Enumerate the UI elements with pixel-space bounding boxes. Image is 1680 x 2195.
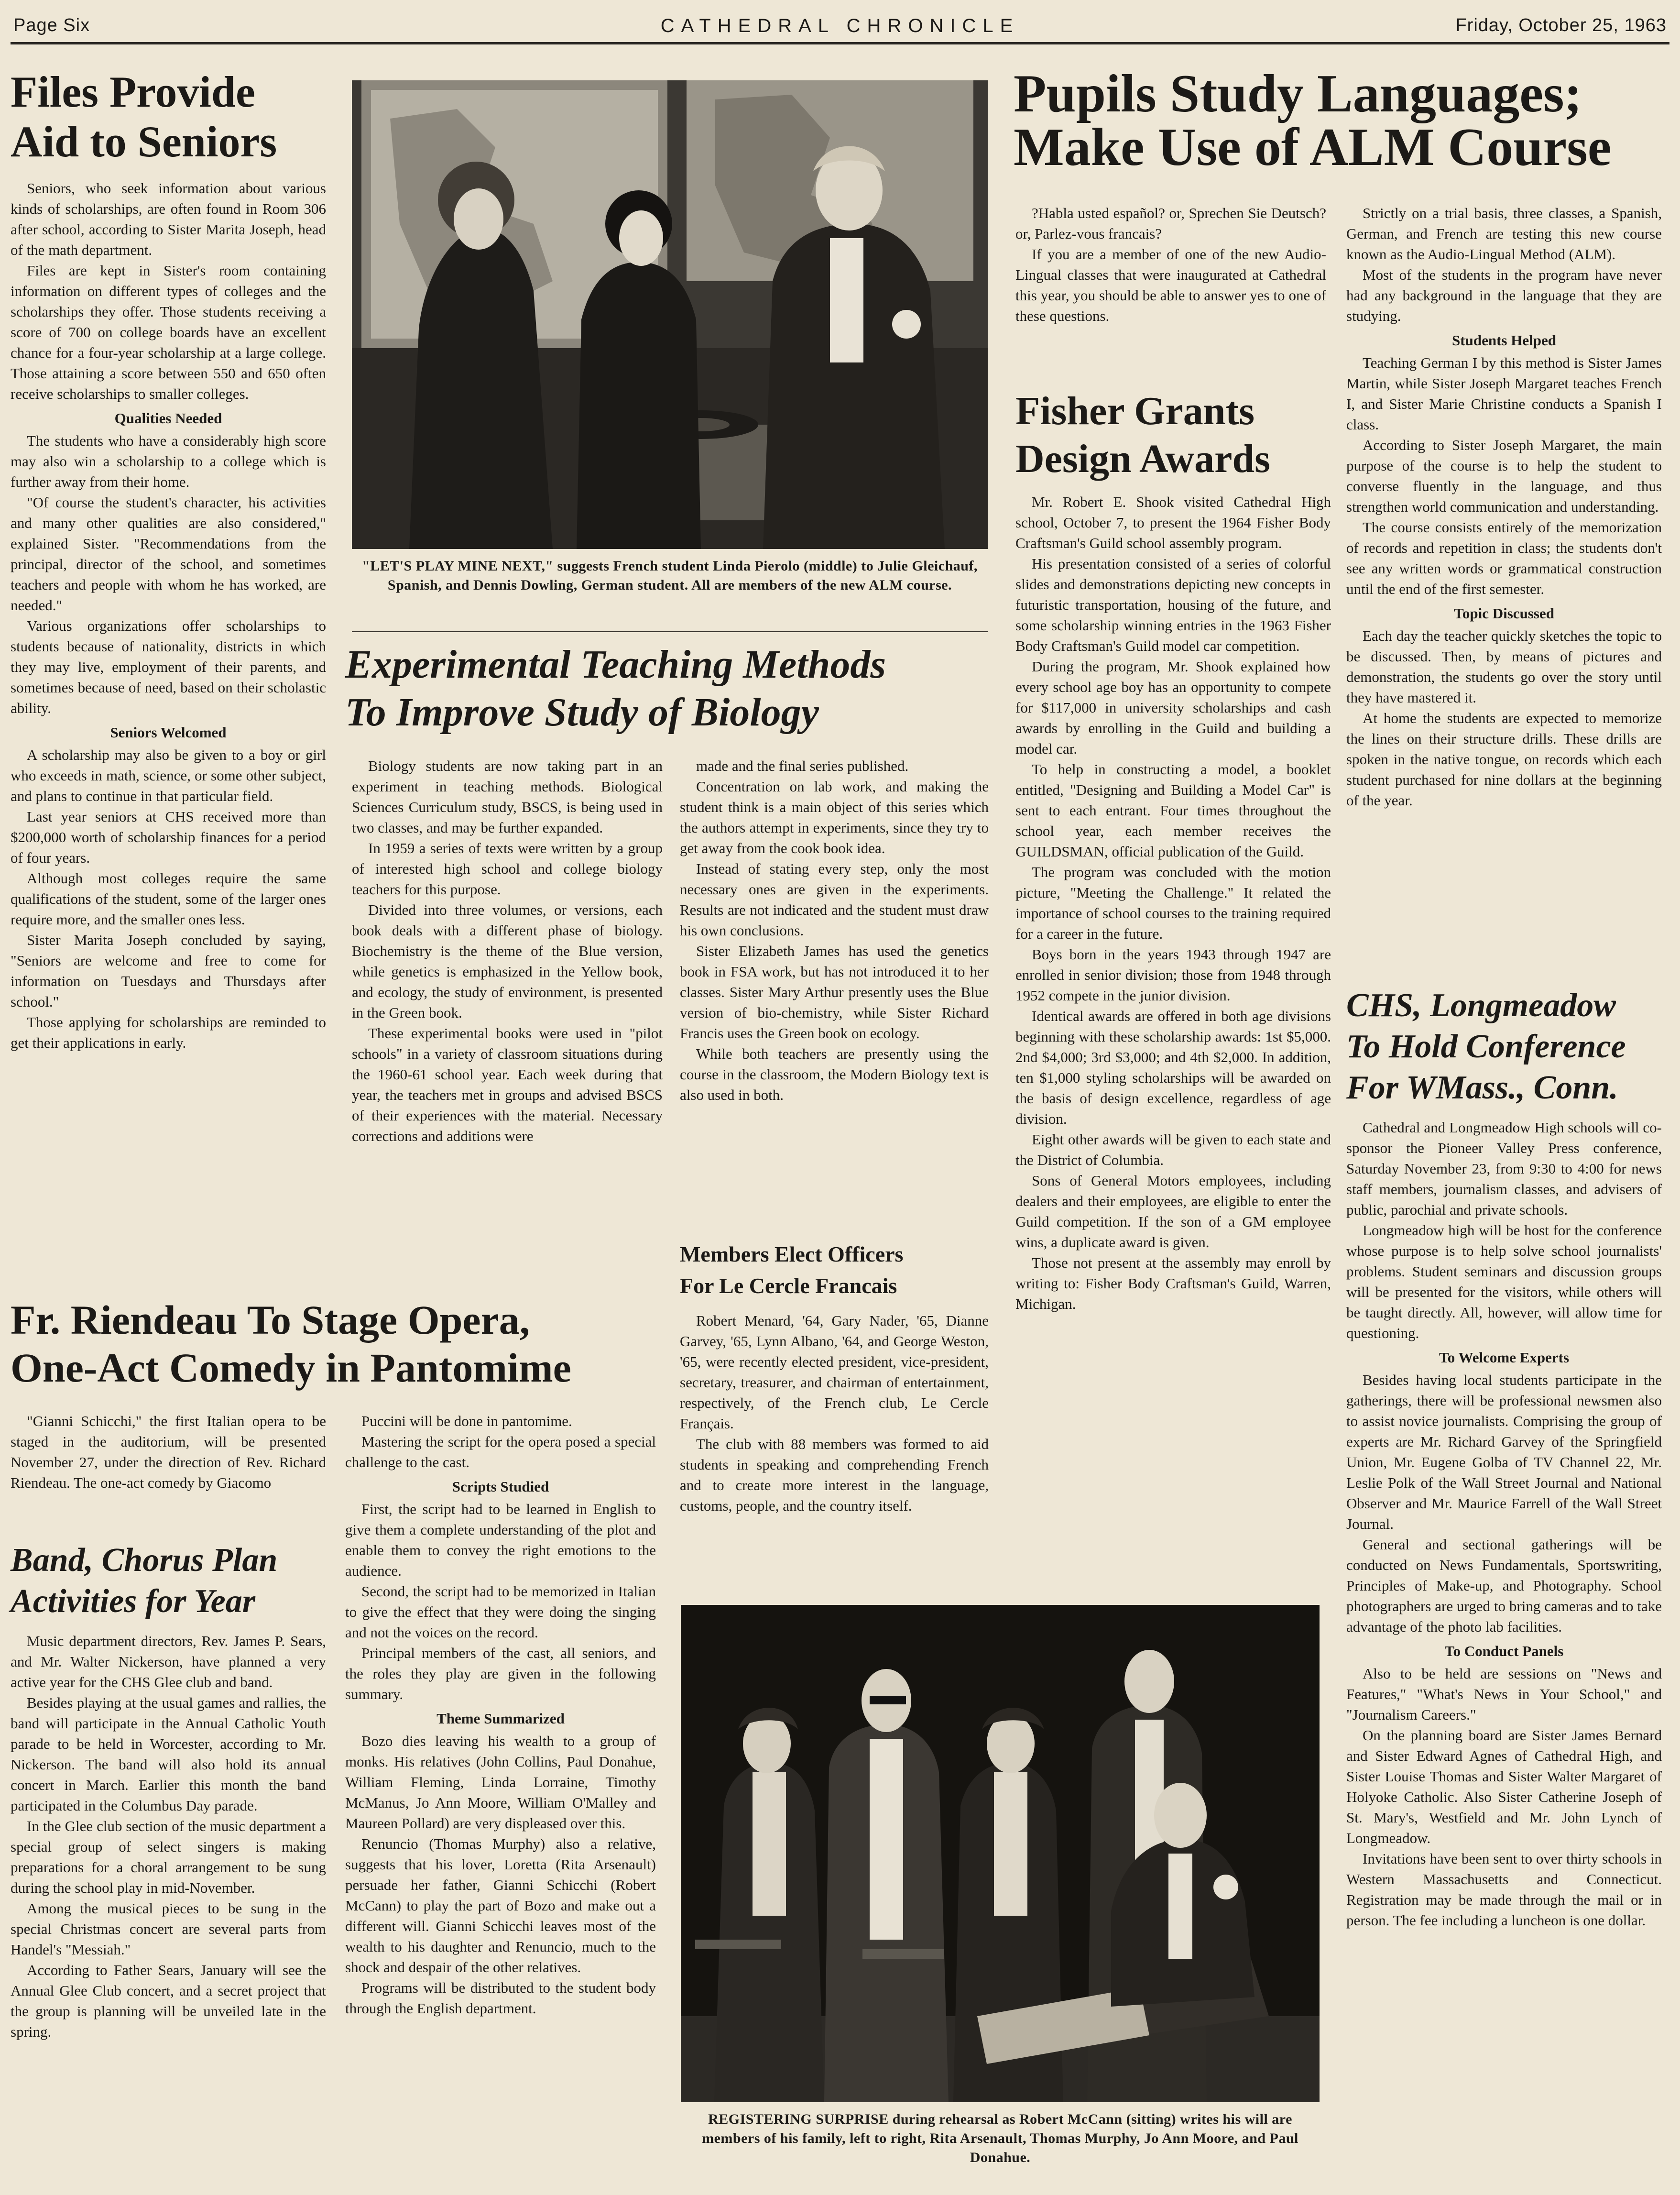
opera-column-2: Puccini will be done in pantomime. Mastering the script for the opera posed a special challenge to the cast. Scripts Studied First, the script had to be learned in English to give them a complete understanding of the plot and enable them to convey the right emotions to the audience. Second, the script had to be memorized in Italian to give the effect that they were doing the singing and not the voices on the record. Principal members of the cast, all seniors, and the roles they play are given in the following summary. Theme Summarized Bozo dies leaving his wealth to a group of monks. His relatives (John Collins, Paul Donahue, William Fleming, Linda Lorraine, Timothy McManus, Jo Ann Moore, William O'Malley and Maureen Pollard) are very displeased over this. Renuncio (Thomas Murphy) also a relative, suggests that his lover, Loretta (Rita Arsenault) persuade her father, Gianni Schicchi (Robert McCann) to play the part of Bozo and make out a different will. Gianni Schicchi leaves most of the wealth to his daughter and Renuncio, much to the shock and despair of the other relatives. Programs will be distributed to the student body through the English department.: [345, 1413, 656, 2017]
subhead: Theme Summarized: [436, 1710, 565, 1727]
biology-column-2: made and the final series published. Concentration on lab work, and making the student think is a main object of this series which the authors attempt in experiments, since they try to get away from the cook book idea. Instead of stating every step, only the most necessary ones are given in the experiments. Results are not indicated and the student must draw his own conclusions. Sister Elizabeth James has used the genetics book in FSA work, but has not introduced it to her classes. Sister Mary Arthur presently uses the Blue version of bio-chemistry, while Sister Richard Francis uses the Green book on ecology. While both teachers are presently using the course in the classroom, the Modern Biology text is also used in both.: [680, 757, 989, 1103]
band-article: [11, 1540, 326, 2042]
band-body: Music department directors, Rev. James P. Sears, and Mr. Walter Nickerson, have planned a very active year for the CHS Glee club and band. Besides playing at the usual games and rallies, the band will participate in the Annual Catholic Youth parade to be held in Worcester, according to Mr. Nickerson. The band will also hold its annual concert in March. Earlier this month the band participated in the Columbus Day parade. In the Glee club section of the music department a special group of select singers is making preparations for a choral arrangement to be sung during the school play in mid-November. Among the musical pieces to be sung in the special Christmas concert are several parts from Handel's "Messiah." According to Father Sears, January will see the Annual Glee Club concert, and a secret project that the group is planning will be unveiled late in the spring.: [11, 1633, 326, 2040]
fisher-headline: Fisher Grants Design Awards: [1015, 389, 1270, 481]
photo2-caption: REGISTERING SURPRISE during rehearsal as Robert McCann (sitting) writes his will are members of his family, left to right, Rita Arsenault, Thomas Murphy, Jo Ann Moore, and Paul Donahue.: [702, 2111, 1298, 2165]
page-number: Page Six: [13, 15, 90, 35]
files-article: [11, 67, 326, 1053]
opera-headline: Fr. Riendeau To Stage Opera, One-Act Comedy in Pantomime: [11, 1297, 571, 1391]
band-headline: Band, Chorus Plan Activities for Year: [11, 1542, 278, 1620]
biology-article: [345, 641, 991, 736]
subhead: Students Helped: [1452, 332, 1556, 349]
languages-column-1: ?Habla usted español? or, Sprechen Sie Deutsch? or, Parlez-vous francais? If you are a member of one of the new Audio-Lingual classes that were inaugurated at Cathedral this year, you should be able to answer yes to one of these questions.: [1015, 205, 1326, 324]
subhead: Qualities Needed: [114, 410, 222, 427]
fisher-body: Mr. Robert E. Shook visited Cathedral High school, October 7, to present the 1964 Fisher Body Craftsman's Guild school assembly program. His presentation consisted of a series of colorful slides and demonstrations depicting new concepts in futuristic transportation, housing of the future, and some scholarship winning entries in the 1963 Fisher Body Craftsman's Guild model car competition. During the program, Mr. Shook explained how every school age boy has an opportunity to compete for $117,000 in university scholarships and cash awards by enrolling in the Guild and building a model car. To help in constructing a model, a booklet entitled, "Designing and Building a Model Car" is sent to each entrant. Four times throughout the school year, each member receives the GUILDSMAN, official publication of the Guild. The program was concluded with the motion picture, "Meeting the Challenge." It related the importance of school courses to the training required for a career in the future. Boys born in the years 1943 through 1947 are enrolled in senior division; those from 1948 through 1952 compete in the junior division. Identical awards are offered in both age divisions beginning with these scholarship awards: 1st $5,000. 2nd $4,000; 3rd $3,000; and 4th $2,000. In addition, ten $1,000 styling scholarships will be awarded on the basis of design excellence, regardless of age division. Eight other awards will be given to each state and the District of Columbia. Sons of General Motors employees, including dealers and their employees, are eligible to enter the Guild competition. If the son of a GM employee wins, a duplicate award is given. Those not present at the assembly may enroll by writing to: Fisher Body Craftsman's Guild, Warren, Michigan.: [1015, 494, 1331, 1312]
photo1-caption: "LET'S PLAY MINE NEXT," suggests French student Linda Pierolo (middle) to Julie Gleichauf, Spanish, and Dennis Dowling, German student. All are members of the new ALM course.: [362, 558, 978, 593]
subhead: Scripts Studied: [452, 1478, 549, 1495]
opera-rehearsal-image: [681, 1605, 1320, 2102]
divider: [352, 631, 988, 632]
cercle-headline: Members Elect Officers For Le Cercle Francais: [680, 1242, 904, 1298]
conference-body: Cathedral and Longmeadow High schools will co-sponsor the Pioneer Valley Press conference, Saturday November 23, from 9:30 to 4:00 for news staff members, journalism classes, and advisers of public, parochial and private schools. Longmeadow high will be host for the conference whose purpose is to help solve school journalists' problems. Student seminars and discussion groups will be presented for the visitors, while others will be taught directly. All, however, will allow time for questioning. To Welcome Experts Besides having local students participate in the gatherings, there will be professional newsmen also to assist novice journalists. Comprising the group of experts are Mr. Richard Garvey of the Springfield Union, Mr. Eugene Golba of TV Channel 22, Mr. Leslie Polk of the Wall Street Journal and National Observer and Mr. Maurice Farrell of the Wall Street Journal. General and sectional gatherings will be conducted on News Fundamentals, Sportswriting, Principles of Make-up, and Photography. School photographers are urged to bring cameras and to take advantage of the photo lab facilities. To Conduct Panels Also to be held are sessions on "News and Features," "What's News in Your School," and "Journalism Careers." On the planning board are Sister James Bernard and Sister Edward Agnes of Cathedral High, and Sister Louise Thomas and Sister Walter Margaret of Holyoke Catholic. Also Sister Catherine Joseph of St. Mary's, Westfield and Mr. John Lynch of Longmeadow. Invitations have been sent to over thirty schools in Western Massachusetts and Connecticut. Registration may be made through the mail or in person. The fee including a luncheon is one dollar.: [1346, 1119, 1662, 1929]
cercle-body: Robert Menard, '64, Gary Nader, '65, Dianne Garvey, '65, Lynn Albano, '64, and George Weston, '65, were recently elected president, vice-president, secretary, treasurer, and chairman of entertainment, respectively, of the French club, Le Cercle Français. The club with 88 members was formed to aid students in speaking and comprehending French and to create more interest in the language, customs, people, and the country itself.: [680, 1312, 989, 1514]
conference-article: [1346, 985, 1662, 1931]
conference-headline: CHS, Longmeadow To Hold Conference For WMass., Conn.: [1346, 987, 1626, 1106]
newspaper-name: CATHEDRAL CHRONICLE: [660, 15, 1020, 36]
photo-opera-rehearsal: [681, 1605, 1320, 2102]
biology-headline: Experimental Teaching Methods To Improve Study of Biology: [345, 642, 886, 735]
languages-headline: Pupils Study Languages; Make Use of ALM Course: [1014, 64, 1612, 177]
subhead: To Welcome Experts: [1439, 1349, 1570, 1366]
opera-column-1: "Gianni Schicchi," the first Italian opera to be staged in the auditorium, will be presented November 27, under the direction of Rev. Richard Riendeau. The one-act comedy by Giacomo: [11, 1413, 326, 1491]
languages-column-2: Strictly on a trial basis, three classes, a Spanish, German, and French are testing this new course known as the Audio-Lingual Method (ALM). Most of the students in the program have never had any background in the language that they are studying. Students Helped Teaching German I by this method is Sister James Martin, while Sister Joseph Margaret teaches French I, and Sister Marie Christine conducts a Spanish I class. According to Sister Joseph Margaret, the main purpose of the course is to help the student to converse fluently in the language, and thus strengthen world communication and understanding. The course consists entirely of the memorization of records and repetition in class; the students don't see any written words or grammatical construction until the end of the first semester. Topic Discussed Each day the teacher quickly sketches the topic to be discussed. Then, by means of pictures and demonstration, the students go over the story until they have mastered it. At home the students are expected to memorize the lines on their structure drills. These drills are spoken in the native tongue, on records which each student purchased for nine dollars at the beginning of the year.: [1346, 205, 1662, 809]
files-body: Seniors, who seek information about various kinds of scholarships, are often found in Room 306 after school, according to Sister Marita Joseph, head of the math department. Files are kept in Sister's room containing information on different types of colleges and the scholarships they offer. Those students receiving a score of 700 on college boards have an excellent chance for a four-year scholarship at a large college. Those attaining a score between 550 and 650 often receive scholarships to smaller colleges. Qualities Needed The students who have a considerably high score may also win a scholarship to a college which is further away from their home. "Of course the student's character, his activities and many other qualities are also considered," explained Sister. "Recommendations from the principal, director of the school, and sometimes teachers and people with whom he has worked, are needed." Various organizations offer scholarships to students because of nationality, districts in which they may live, employment of their parents, and sometimes because of need, based on their scholastic ability. Seniors Welcomed A scholarship may also be given to a boy or girl who exceeds in math, science, or some other subject, and plans to continue in that particular field. Last year seniors at CHS received more than $200,000 worth of scholarship finances for a period of four years. Although most colleges require the same qualifications of the student, some of the larger ones require more, and the smaller ones less. Sister Marita Joseph concluded by saying, "Seniors are welcome and free to come for information on Tuesdays and Thursdays after school." Those applying for scholarships are reminded to get their applications in early.: [11, 180, 326, 1051]
fisher-article: [1015, 387, 1331, 1314]
subhead: To Conduct Panels: [1444, 1643, 1564, 1659]
subhead: Topic Discussed: [1454, 605, 1554, 622]
cercle-article: [680, 1239, 989, 1516]
files-headline: Files Provide Aid to Seniors: [11, 67, 277, 166]
masthead: [11, 9, 1669, 44]
biology-column-1: Biology students are now taking part in an experiment in teaching methods. Biological Sciences Curriculum study, BSCS, is being used in two classes, and may be further expanded. In 1959 a series of texts were written by a group of interested high school and college biology teachers for this purpose. Divided into three volumes, or versions, each book deals with a different phase of biology. Biochemistry is the theme of the Blue version, while genetics is emphasized in the Yellow book, and ecology, the study of environment, is presented in the Green book. These experimental books were used in "pilot schools" in a variety of classroom situations during the 1960-61 school year. Each week during that year, the teachers met in groups and advised BSCS of their experiences with the material. Necessary corrections and additions were: [352, 757, 663, 1144]
opera-article: [11, 1296, 680, 1392]
subhead: Seniors Welcomed: [110, 724, 227, 741]
issue-date: Friday, October 25, 1963: [1455, 15, 1667, 35]
photo-alm-students: [352, 80, 988, 549]
students-record-player-image: [352, 80, 988, 549]
languages-article: [1014, 64, 1673, 177]
